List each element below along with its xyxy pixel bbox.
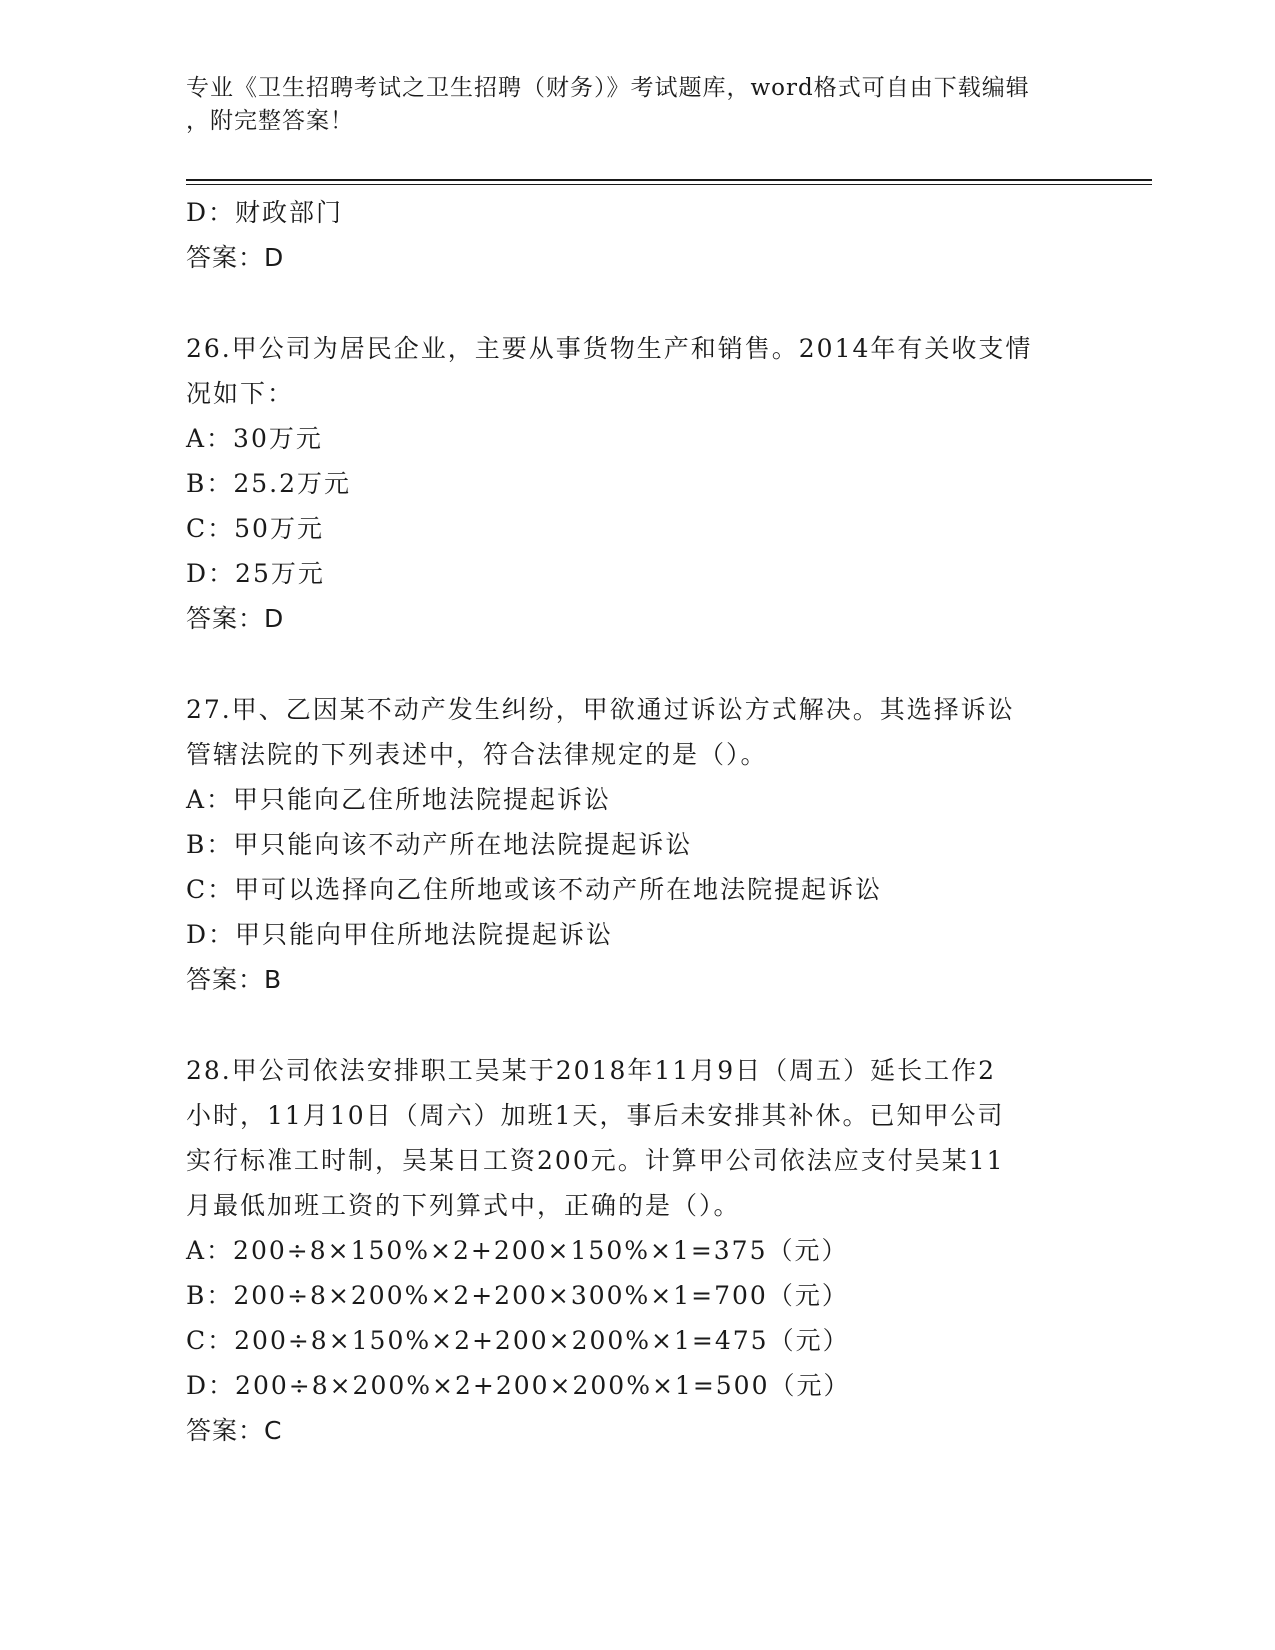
- spacer: [186, 641, 1086, 687]
- question-27: [186, 687, 1086, 1002]
- question-stem: 小时，11月10日（周六）加班1天，事后未安排其补休。已知甲公司: [186, 1101, 1005, 1130]
- question-stem: 况如下：: [186, 379, 295, 408]
- spacer: [186, 280, 1086, 326]
- question-list: [186, 190, 1086, 1453]
- option-a: A：30万元: [186, 424, 323, 453]
- option-d: D：25万元: [186, 559, 325, 588]
- page-header: [186, 72, 1066, 138]
- option-d: D：甲只能向甲住所地法院提起诉讼: [186, 920, 614, 949]
- option-c: C：甲可以选择向乙住所地或该不动产所在地法院提起诉讼: [186, 875, 883, 904]
- question-stem: 27.甲、乙因某不动产发生纠纷，甲欲通过诉讼方式解决。其选择诉讼: [186, 695, 1015, 724]
- answer-line: 答案：B: [186, 965, 283, 994]
- spacer: [186, 1002, 1086, 1048]
- header-divider-thin: [186, 184, 1152, 185]
- header-divider-thick: [186, 179, 1152, 181]
- question-stem: 实行标准工时制，吴某日工资200元。计算甲公司依法应支付吴某11: [186, 1146, 1005, 1175]
- prev-answer: 答案：D: [186, 243, 285, 272]
- header-line-2: ，附完整答案！: [186, 108, 354, 134]
- option-b: B：甲只能向该不动产所在地法院提起诉讼: [186, 830, 693, 859]
- option-c: C：200÷8×150%×2+200×200%×1=475（元）: [186, 1326, 850, 1355]
- option-a: A：甲只能向乙住所地法院提起诉讼: [186, 785, 612, 814]
- question-stem: 28.甲公司依法安排职工吴某于2018年11月9日（周五）延长工作2: [186, 1056, 997, 1085]
- option-b: B：25.2万元: [186, 469, 352, 498]
- option-b: B：200÷8×200%×2+200×300%×1=700（元）: [186, 1281, 849, 1310]
- answer-line: 答案：D: [186, 604, 285, 633]
- question-stem: 26.甲公司为居民企业，主要从事货物生产和销售。2014年有关收支情: [186, 334, 1033, 363]
- question-26: [186, 326, 1086, 641]
- question-28: [186, 1048, 1086, 1453]
- answer-line: 答案：C: [186, 1416, 283, 1445]
- option-c: C：50万元: [186, 514, 324, 543]
- prev-option-d: D：财政部门: [186, 198, 344, 227]
- option-d: D：200÷8×200%×2+200×200%×1=500（元）: [186, 1371, 851, 1400]
- question-stem: 管辖法院的下列表述中，符合法律规定的是（）。: [186, 740, 768, 769]
- option-a: A：200÷8×150%×2+200×150%×1=375（元）: [186, 1236, 849, 1265]
- header-line-1: 专业《卫生招聘考试之卫生招聘（财务）》考试题库，word格式可自由下载编辑: [186, 75, 1030, 101]
- question-stem: 月最低加班工资的下列算式中，正确的是（）。: [186, 1191, 741, 1220]
